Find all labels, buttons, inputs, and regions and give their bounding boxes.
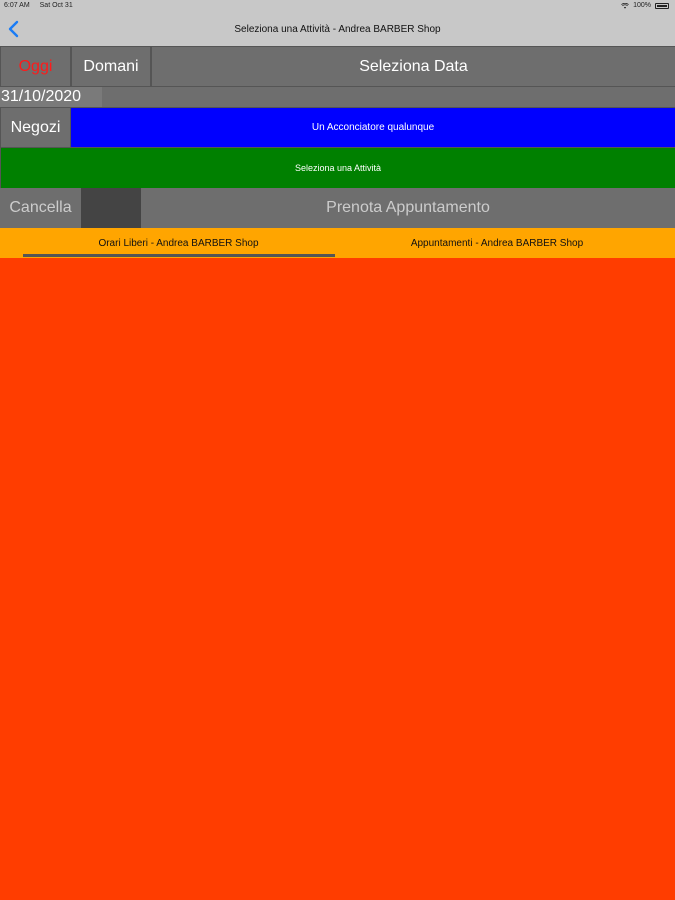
battery-icon (655, 3, 669, 9)
status-bar (0, 0, 675, 13)
action-spacer (81, 188, 141, 228)
cancel-button[interactable]: Cancella (9, 199, 72, 216)
selected-date: 31/10/2020 (0, 87, 102, 107)
activity-selector[interactable]: Seleziona una Attività (0, 148, 675, 188)
tab-content-area (0, 258, 675, 900)
book-appointment-button[interactable]: Prenota Appuntamento (326, 199, 490, 216)
tab-appointments[interactable]: Appuntamenti - Andrea BARBER Shop (410, 237, 584, 249)
navigation-bar (0, 13, 675, 46)
selected-date-row (0, 87, 675, 107)
status-left (4, 2, 81, 9)
tab-selected-indicator (23, 254, 335, 257)
status-right (621, 2, 669, 9)
actions-row (0, 188, 675, 228)
shop-row (0, 107, 675, 148)
wifi-icon (621, 3, 629, 9)
select-date-button[interactable]: Seleziona Data (152, 47, 675, 86)
tab-free-slots[interactable]: Orari Liberi - Andrea BARBER Shop (98, 237, 259, 249)
tab-bar (0, 228, 675, 258)
shops-button[interactable]: Negozi (1, 108, 70, 147)
stylist-selector[interactable]: Un Acconciatore qualunque (71, 108, 675, 147)
status-date: Sat Oct 31 (39, 2, 73, 9)
date-buttons-row (0, 46, 675, 87)
today-button[interactable]: Oggi (1, 47, 70, 86)
page-title: Seleziona una Attività - Andrea BARBER Shop (234, 24, 441, 35)
battery-percent: 100% (633, 2, 651, 9)
tomorrow-button[interactable]: Domani (72, 47, 150, 86)
status-time: 6:07 AM (4, 2, 30, 9)
